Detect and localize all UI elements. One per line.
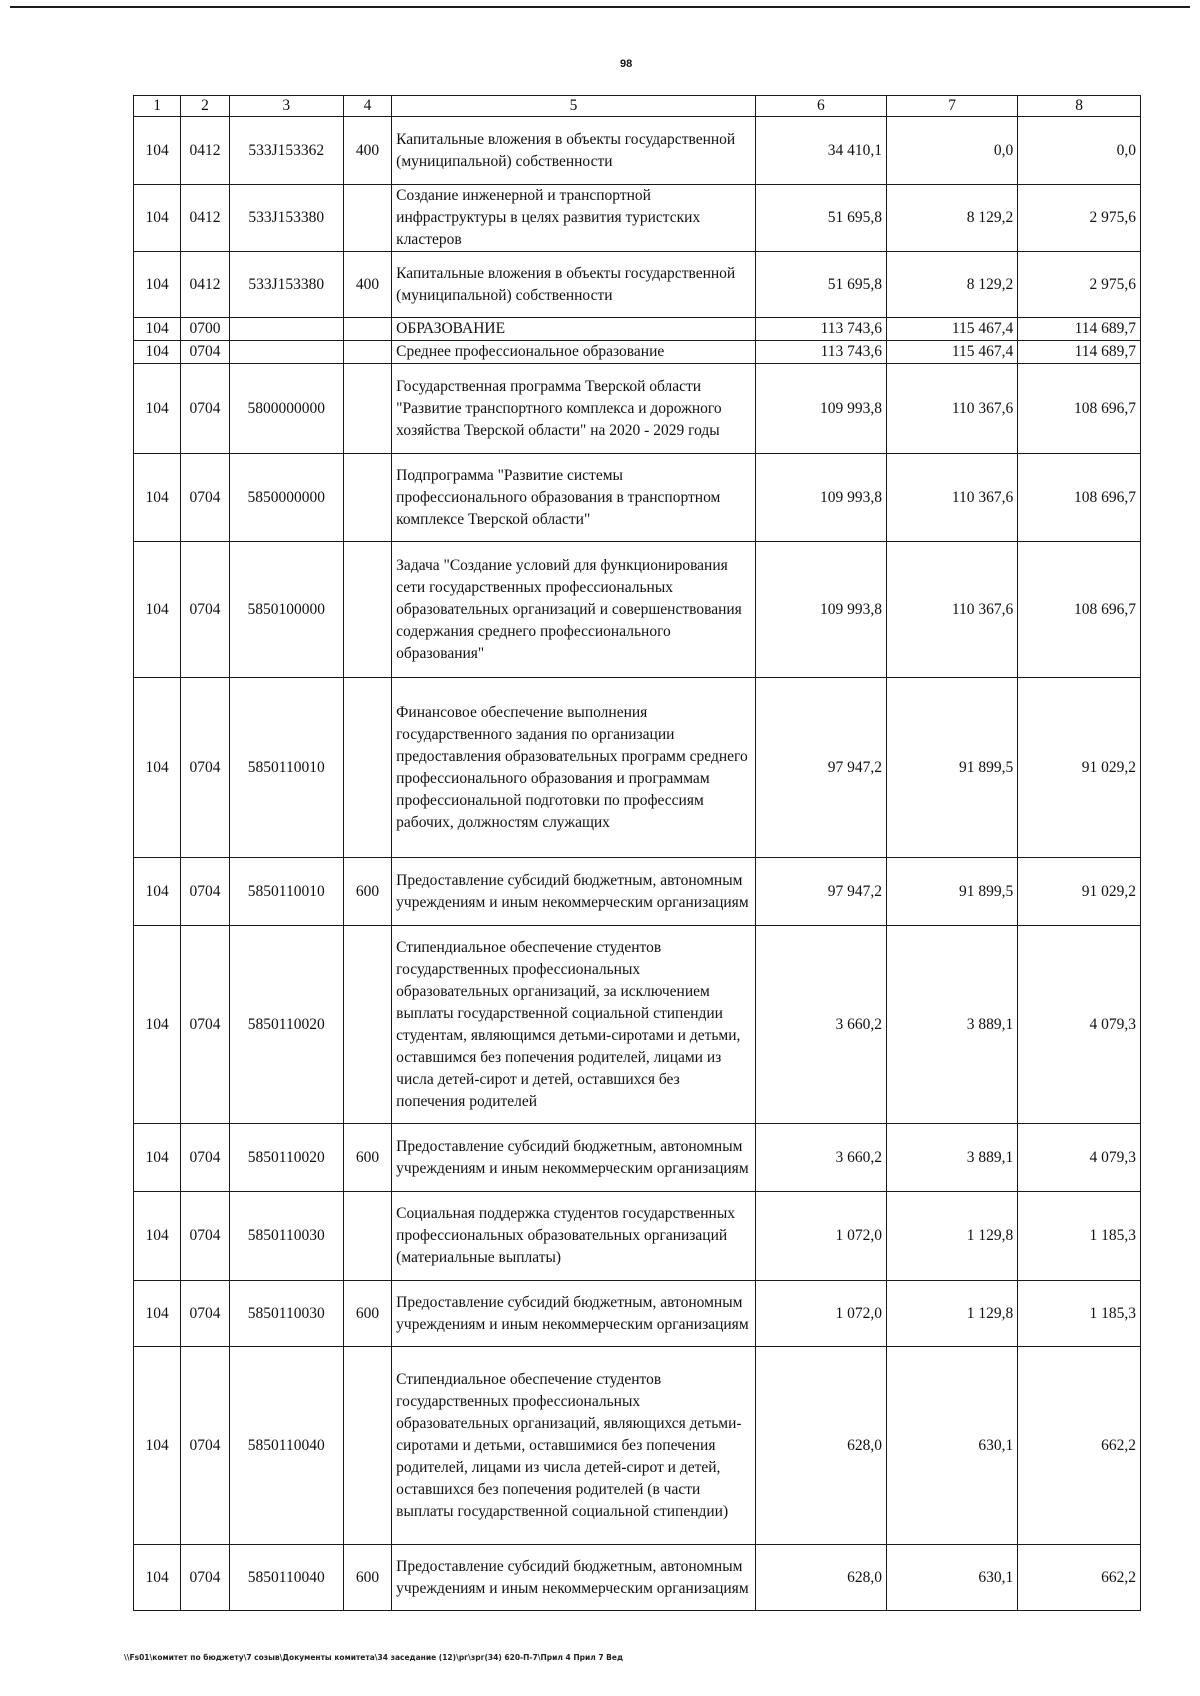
table-row [134,341,1141,364]
cell-section: 0704 [181,341,229,364]
cell-ministry: 104 [134,364,181,454]
cell-amount-col6: 113 743,6 [755,341,886,364]
cell-expense-type: 600 [343,1545,391,1611]
cell-amount-col6: 3 660,2 [755,1124,886,1192]
header-cell: 4 [343,96,391,117]
cell-ministry: 104 [134,1281,181,1347]
cell-expense-type [343,678,391,858]
cell-target-article: 5850110020 [229,926,343,1124]
cell-amount-col6: 109 993,8 [755,542,886,678]
cell-section: 0704 [181,1545,229,1611]
cell-amount-col7: 91 899,5 [887,678,1018,858]
cell-section: 0704 [181,1347,229,1545]
cell-ministry: 104 [134,542,181,678]
cell-amount-col7: 0,0 [887,117,1018,185]
header-cell: 8 [1018,96,1141,117]
cell-target-article: 5850100000 [229,542,343,678]
cell-description: Стипендиальное обеспечение студентов государственных профессиональных образовательных организаций, являющихся детьми-сиротами и детьми, оставшимися без попечения родителей, лицами из числа детей-сирот и детей, оставшихся без попечения родителей (в части выплаты государственной социальной стипендии) [392,1347,756,1545]
cell-amount-col7: 91 899,5 [887,858,1018,926]
table-row [134,364,1141,454]
cell-target-article: 5850110010 [229,678,343,858]
cell-expense-type [343,185,391,252]
cell-amount-col8: 1 185,3 [1018,1192,1141,1281]
cell-section: 0704 [181,926,229,1124]
cell-section: 0700 [181,318,229,341]
cell-expense-type [343,364,391,454]
cell-section: 0704 [181,1281,229,1347]
table-row [134,1347,1141,1545]
cell-target-article: 5850110030 [229,1281,343,1347]
cell-amount-col6: 97 947,2 [755,858,886,926]
cell-amount-col7: 630,1 [887,1347,1018,1545]
cell-amount-col7: 3 889,1 [887,1124,1018,1192]
cell-expense-type: 600 [343,858,391,926]
cell-expense-type [343,341,391,364]
cell-expense-type: 400 [343,252,391,318]
cell-amount-col8: 108 696,7 [1018,364,1141,454]
cell-expense-type [343,1347,391,1545]
table-row [134,1545,1141,1611]
header-row [134,96,1141,117]
cell-amount-col8: 114 689,7 [1018,318,1141,341]
cell-amount-col8: 662,2 [1018,1347,1141,1545]
cell-amount-col7: 3 889,1 [887,926,1018,1124]
table-row [134,1124,1141,1192]
cell-target-article: 5850110020 [229,1124,343,1192]
cell-ministry: 104 [134,926,181,1124]
cell-amount-col8: 4 079,3 [1018,926,1141,1124]
table-row [134,318,1141,341]
cell-ministry: 104 [134,252,181,318]
cell-target-article: 5850110040 [229,1347,343,1545]
cell-ministry: 104 [134,454,181,542]
cell-amount-col6: 109 993,8 [755,454,886,542]
cell-description: Государственная программа Тверской области "Развитие транспортного комплекса и дорожного хозяйства Тверской области" на 2020 - 2029 годы [392,364,756,454]
cell-amount-col8: 2 975,6 [1018,252,1141,318]
header-cell: 2 [181,96,229,117]
cell-target-article: 533J153380 [229,252,343,318]
cell-description: Задача "Создание условий для функционирования сети государственных профессиональных образовательных организаций и совершенствования содержания среднего профессионального образования" [392,542,756,678]
header-cell: 6 [755,96,886,117]
cell-ministry: 104 [134,117,181,185]
cell-description: Финансовое обеспечение выполнения государственного задания по организации предоставления образовательных программ среднего профессионального образования и программам профессиональной подготовки по профессиям рабочих, должностям служащих [392,678,756,858]
header-cell: 7 [887,96,1018,117]
cell-section: 0704 [181,858,229,926]
cell-target-article: 5850110010 [229,858,343,926]
cell-description: Создание инженерной и транспортной инфраструктуры в целях развития туристских кластеров [392,185,756,252]
cell-expense-type: 600 [343,1281,391,1347]
cell-description: Подпрограмма "Развитие системы профессионального образования в транспортном комплексе Тверской области" [392,454,756,542]
cell-amount-col6: 51 695,8 [755,252,886,318]
cell-section: 0704 [181,1124,229,1192]
cell-section: 0412 [181,185,229,252]
header-cell: 1 [134,96,181,117]
cell-expense-type [343,454,391,542]
footer-file-path: \\Fs01\комитет по бюджету\7 созыв\Документы комитета\34 заседание (12)\рг\зрг(34) 620-П-7\Прил 4 Прил 7 Вед [124,1653,624,1662]
cell-description: ОБРАЗОВАНИЕ [392,318,756,341]
cell-description: Предоставление субсидий бюджетным, автономным учреждениям и иным некоммерческим организациям [392,1124,756,1192]
cell-ministry: 104 [134,318,181,341]
cell-ministry: 104 [134,1545,181,1611]
cell-target-article [229,318,343,341]
cell-amount-col6: 51 695,8 [755,185,886,252]
cell-ministry: 104 [134,1124,181,1192]
cell-ministry: 104 [134,678,181,858]
cell-description: Стипендиальное обеспечение студентов государственных профессиональных образовательных организаций, за исключением выплаты государственной социальной стипендии студентам, являющимся детьми-сиротами и детьми, оставшимся без попечения родителей, лицами из числа детей-сирот и детей, оставшихся без попечения родителей [392,926,756,1124]
cell-description: Социальная поддержка студентов государственных профессиональных образовательных организаций (материальные выплаты) [392,1192,756,1281]
table-row [134,1192,1141,1281]
table-row [134,454,1141,542]
table-row [134,252,1141,318]
cell-section: 0412 [181,117,229,185]
header-cell: 5 [392,96,756,117]
budget-table [133,95,1141,1611]
cell-description: Предоставление субсидий бюджетным, автономным учреждениям и иным некоммерческим организациям [392,1545,756,1611]
cell-description: Среднее профессиональное образование [392,341,756,364]
cell-amount-col8: 108 696,7 [1018,454,1141,542]
cell-target-article: 533J153380 [229,185,343,252]
cell-section: 0704 [181,1192,229,1281]
cell-section: 0704 [181,364,229,454]
cell-amount-col6: 1 072,0 [755,1281,886,1347]
cell-expense-type: 400 [343,117,391,185]
cell-amount-col6: 97 947,2 [755,678,886,858]
cell-amount-col8: 0,0 [1018,117,1141,185]
cell-amount-col7: 115 467,4 [887,318,1018,341]
cell-amount-col8: 4 079,3 [1018,1124,1141,1192]
cell-amount-col7: 110 367,6 [887,364,1018,454]
cell-ministry: 104 [134,858,181,926]
cell-amount-col7: 1 129,8 [887,1281,1018,1347]
cell-amount-col8: 108 696,7 [1018,542,1141,678]
table-row [134,117,1141,185]
cell-expense-type: 600 [343,1124,391,1192]
header-cell: 3 [229,96,343,117]
cell-amount-col7: 110 367,6 [887,454,1018,542]
cell-amount-col7: 8 129,2 [887,185,1018,252]
cell-expense-type [343,926,391,1124]
cell-amount-col6: 628,0 [755,1545,886,1611]
cell-amount-col8: 1 185,3 [1018,1281,1141,1347]
cell-target-article [229,341,343,364]
table-row [134,1281,1141,1347]
cell-description: Капитальные вложения в объекты государственной (муниципальной) собственности [392,117,756,185]
cell-amount-col6: 34 410,1 [755,117,886,185]
cell-amount-col7: 110 367,6 [887,542,1018,678]
table-row [134,926,1141,1124]
cell-amount-col8: 662,2 [1018,1545,1141,1611]
cell-section: 0704 [181,678,229,858]
cell-amount-col7: 630,1 [887,1545,1018,1611]
cell-amount-col6: 3 660,2 [755,926,886,1124]
cell-amount-col6: 113 743,6 [755,318,886,341]
cell-ministry: 104 [134,341,181,364]
cell-ministry: 104 [134,1347,181,1545]
cell-ministry: 104 [134,1192,181,1281]
cell-target-article: 5800000000 [229,364,343,454]
cell-target-article: 5850110030 [229,1192,343,1281]
cell-section: 0412 [181,252,229,318]
cell-expense-type [343,542,391,678]
scan-border-line [10,6,1190,8]
cell-expense-type [343,1192,391,1281]
table-row [134,185,1141,252]
cell-section: 0704 [181,454,229,542]
cell-amount-col7: 8 129,2 [887,252,1018,318]
cell-amount-col6: 628,0 [755,1347,886,1545]
cell-amount-col8: 91 029,2 [1018,858,1141,926]
cell-amount-col7: 1 129,8 [887,1192,1018,1281]
cell-amount-col7: 115 467,4 [887,341,1018,364]
cell-amount-col6: 109 993,8 [755,364,886,454]
cell-target-article: 5850000000 [229,454,343,542]
cell-amount-col8: 91 029,2 [1018,678,1141,858]
cell-target-article: 5850110040 [229,1545,343,1611]
cell-amount-col6: 1 072,0 [755,1192,886,1281]
cell-ministry: 104 [134,185,181,252]
cell-description: Капитальные вложения в объекты государственной (муниципальной) собственности [392,252,756,318]
table-row [134,542,1141,678]
table-row [134,678,1141,858]
cell-expense-type [343,318,391,341]
page-number: 98 [620,58,633,70]
cell-description: Предоставление субсидий бюджетным, автономным учреждениям и иным некоммерческим организациям [392,1281,756,1347]
table-row [134,858,1141,926]
cell-amount-col8: 114 689,7 [1018,341,1141,364]
cell-target-article: 533J153362 [229,117,343,185]
cell-section: 0704 [181,542,229,678]
cell-amount-col8: 2 975,6 [1018,185,1141,252]
cell-description: Предоставление субсидий бюджетным, автономным учреждениям и иным некоммерческим организациям [392,858,756,926]
